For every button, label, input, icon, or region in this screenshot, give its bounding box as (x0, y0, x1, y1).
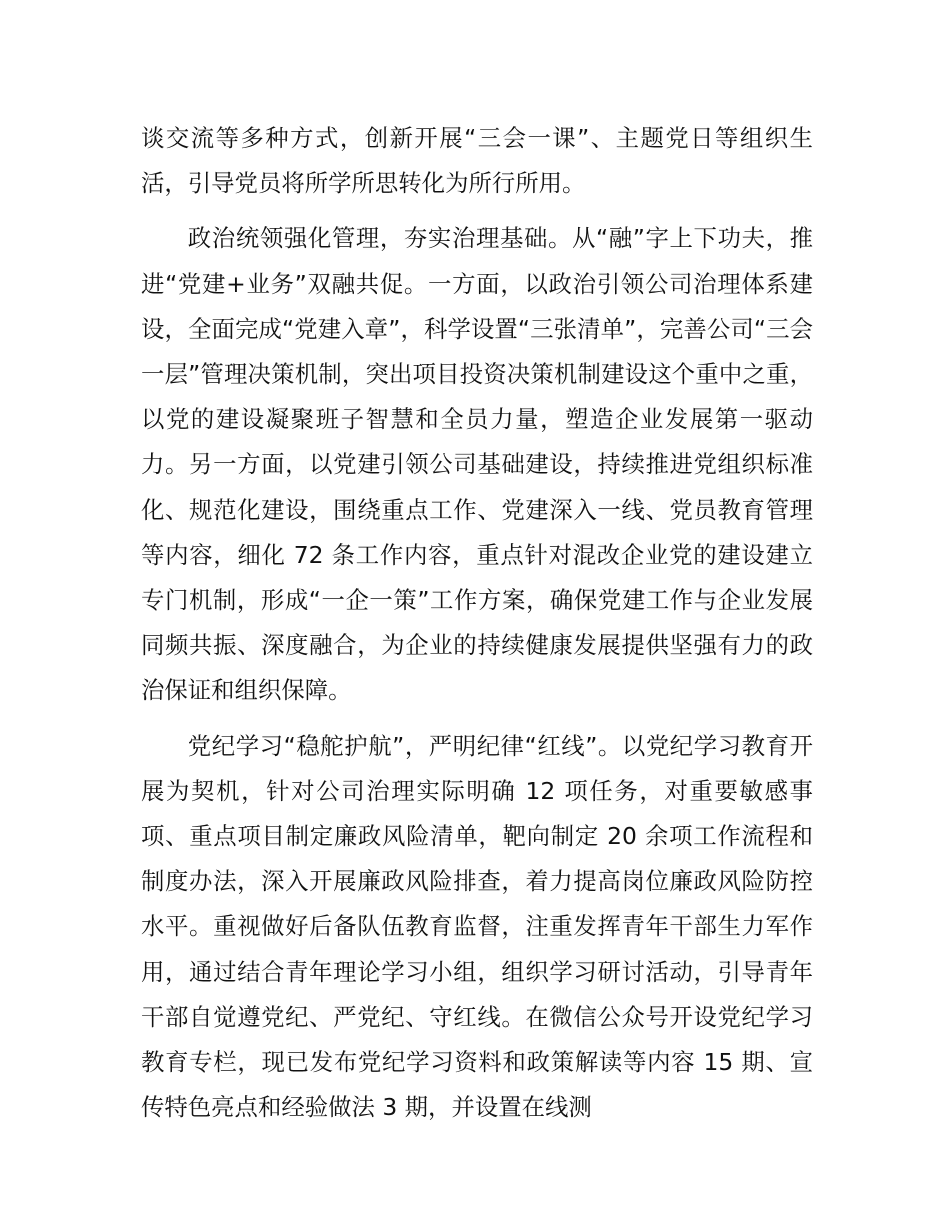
paragraph-discipline: 党纪学习“稳舵护航”，严明纪律“红线”。以党纪学习教育开展为契机，针对公司治理实际明确 12 项任务，对重要敏感事项、重点项目制定廉政风险清单，靶向制定 20 余项工作流程和制度办法，深入开展廉政风险排查，着力提高岗位廉政风险防控水平。重视做好后备队伍教育监督，注重发挥青年干部生力军作用，通过结合青年理论学习小组，组织学习研讨活动，引导青年干部自觉遵党纪、严党纪、守红线。在微信公众号开设党纪学习教育专栏，现已发布党纪学习资料和政策解读等内容 15 期、宣传特色亮点和经验做法 3 期，并设置在线测 (141, 731, 813, 1122)
document-body (141, 116, 813, 1140)
paragraph-governance: 政治统领强化管理，夯实治理基础。从“融”字上下功夫，推进“党建+业务”双融共促。一方面，以政治引领公司治理体系建设，全面完成“党建入章”，科学设置“三张清单”，完善公司“三会一层”管理决策机制，突出项目投资决策机制建设这个重中之重，以党的建设凝聚班子智慧和全员力量，塑造企业发展第一驱动力。另一方面，以党建引领公司基础建设，持续推进党组织标准化、规范化建设，围绕重点工作、党建深入一线、党员教育管理等内容，细化 72 条工作内容，重点针对混改企业党的建设建立专门机制，形成“一企一策”工作方案，确保党建工作与企业发展同频共振、深度融合，为企业的持续健康发展提供坚强有力的政治保证和组织保障。 (141, 224, 813, 705)
paragraph-continued: 谈交流等多种方式，创新开展“三会一课”、主题党日等组织生活，引导党员将所学所思转化为所行所用。 (141, 124, 813, 198)
